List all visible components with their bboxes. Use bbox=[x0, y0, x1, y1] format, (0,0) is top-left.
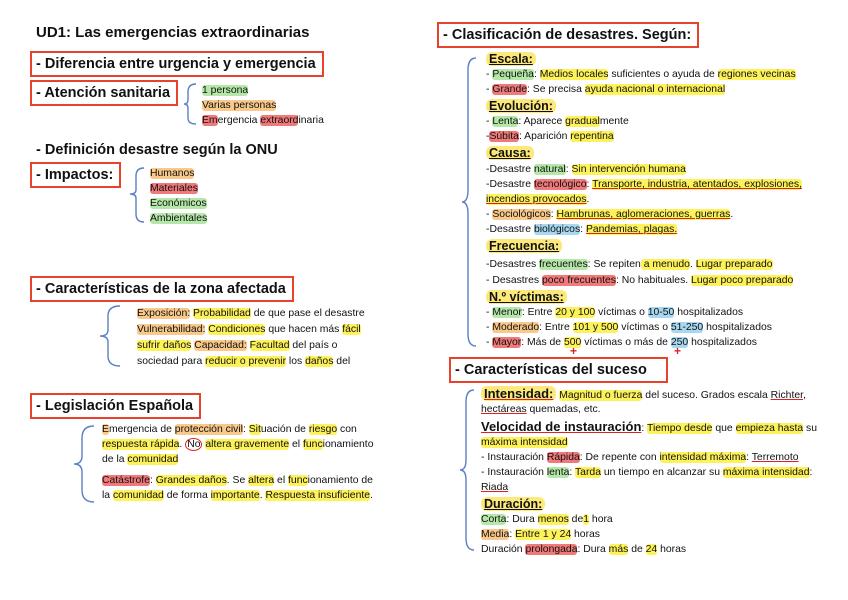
heading-impactos: - Impactos: bbox=[30, 162, 121, 188]
heading-caracteristicas-suceso: - Características del suceso bbox=[449, 357, 668, 383]
plus-mark-2: + bbox=[674, 344, 682, 358]
sub-escala: Escala: bbox=[486, 52, 536, 66]
duracion-line-2: Media: Entre 1 y 24 horas bbox=[481, 529, 601, 540]
causa-line-5: -Desastre biológicos: Pandemias, plagas. bbox=[486, 224, 678, 235]
leg-line-4: Catástrofe: Grandes daños. Se altera el funcionamiento de bbox=[102, 475, 373, 486]
causa-line-4: - Sociológicos: Hambrunas, aglomeraciones, guerras. bbox=[486, 209, 734, 220]
escala-line-1: - Pequeña: Medios locales suficientes o ayuda de regiones vecinas bbox=[486, 69, 796, 80]
leg-line-5: la comunidad de forma importante. Respuesta insuficiente. bbox=[102, 490, 373, 501]
zona-line-2: Vulnerabilidad: Condiciones que hacen más fácil bbox=[137, 324, 361, 335]
leg-line-2: respuesta rápida. No altera gravemente el funcionamiento bbox=[102, 439, 374, 450]
leg-line-1: Emergencia de protección civil: Situación de riesgo con bbox=[102, 424, 357, 435]
brace-impactos bbox=[130, 166, 146, 224]
heading-legislacion: - Legislación Española bbox=[30, 393, 201, 419]
brace-legislacion bbox=[74, 424, 96, 504]
brace-atencion bbox=[184, 82, 198, 126]
brace-clasificacion bbox=[462, 56, 478, 348]
heading-diferencia: - Diferencia entre urgencia y emergencia bbox=[30, 51, 324, 77]
atencion-item-2: Varias personas bbox=[202, 100, 277, 111]
sub-causa: Causa: bbox=[486, 146, 534, 160]
frecuencia-line-1: -Desastres frecuentes: Se repiten a menudo. Lugar preparado bbox=[486, 259, 773, 270]
velocidad-line-3: - Instauración Rápida: De repente con intensidad máxima: Terremoto bbox=[481, 452, 799, 463]
circled-no: No bbox=[187, 439, 201, 450]
evolucion-line-1: - Lenta: Aparece gradualmente bbox=[486, 116, 629, 127]
sub-duracion: Duración: bbox=[481, 497, 545, 511]
causa-line-3: incendios provocados. bbox=[486, 194, 590, 205]
zona-line-1: Exposición: Probabilidad de que pase el desastre bbox=[137, 308, 365, 319]
escala-line-2: - Grande: Se precisa ayuda nacional o internacional bbox=[486, 84, 726, 95]
evolucion-line-2: -Súbita: Aparición repentina bbox=[486, 131, 614, 142]
impacto-item-2: Materiales bbox=[150, 183, 198, 194]
plus-mark-1: + bbox=[570, 344, 578, 358]
brace-zona bbox=[100, 304, 122, 368]
page-title: UD1: Las emergencias extraordinarias bbox=[36, 24, 310, 41]
velocidad-line-2: máxima intensidad bbox=[481, 437, 568, 448]
frecuencia-line-2: - Desastres poco frecuentes: No habituales. Lugar poco preparado bbox=[486, 275, 794, 286]
atencion-item-3: Emergencia extraordinaria bbox=[202, 115, 324, 126]
velocidad-line-4: - Instauración lenta: Tarda un tiempo en alcanzar su máxima intensidad: bbox=[481, 467, 813, 478]
impacto-item-1: Humanos bbox=[150, 168, 195, 179]
brace-suceso bbox=[460, 388, 476, 554]
duracion-line-3: Duración prolongada: Dura más de 24 horas bbox=[481, 544, 687, 555]
sub-victimas: N.º víctimas: bbox=[486, 290, 567, 304]
velocidad-line-5: Riada bbox=[481, 482, 509, 493]
heading-clasificacion: - Clasificación de desastres. Según: bbox=[437, 22, 699, 48]
velocidad-line-1: Velocidad de instauración: Tiempo desde que empieza hasta su bbox=[481, 419, 818, 434]
heading-atencion: - Atención sanitaria bbox=[30, 80, 178, 106]
causa-line-2: -Desastre tecnológico: Transporte, industria, atentados, explosiones, bbox=[486, 179, 802, 190]
leg-line-3: de la comunidad bbox=[102, 454, 179, 465]
victimas-line-2: - Moderado: Entre 101 y 500 víctimas o 51-250 hospitalizados bbox=[486, 322, 772, 333]
victimas-line-1: - Menor: Entre 20 y 100 víctimas o 10-50 hospitalizados bbox=[486, 307, 744, 318]
atencion-item-1: 1 persona bbox=[202, 85, 249, 96]
impacto-item-4: Ambientales bbox=[150, 213, 208, 224]
victimas-line-3: - Mayor: Más de 500 víctimas o más de 250 hospitalizados bbox=[486, 337, 757, 348]
sub-evolucion: Evolución: bbox=[486, 99, 556, 113]
heading-definicion: - Definición desastre según la ONU bbox=[36, 142, 278, 158]
intensidad-line-2: hectáreas quemadas, etc. bbox=[481, 404, 601, 415]
sub-frecuencia: Frecuencia: bbox=[486, 239, 562, 253]
zona-line-3: sufrir daños Capacidad: Facultad del país o bbox=[137, 340, 338, 351]
causa-line-1: -Desastre natural: Sin intervención humana bbox=[486, 164, 686, 175]
intensidad-line-1: Intensidad: Magnitud o fuerza del suceso. Grados escala Richter, bbox=[481, 387, 806, 404]
zona-line-4: sociedad para reducir o prevenir los daños del bbox=[137, 356, 351, 367]
heading-caracteristicas-zona: - Características de la zona afectada bbox=[30, 276, 294, 302]
impacto-item-3: Económicos bbox=[150, 198, 207, 209]
duracion-line-1: Corta: Dura menos de1 hora bbox=[481, 514, 613, 525]
